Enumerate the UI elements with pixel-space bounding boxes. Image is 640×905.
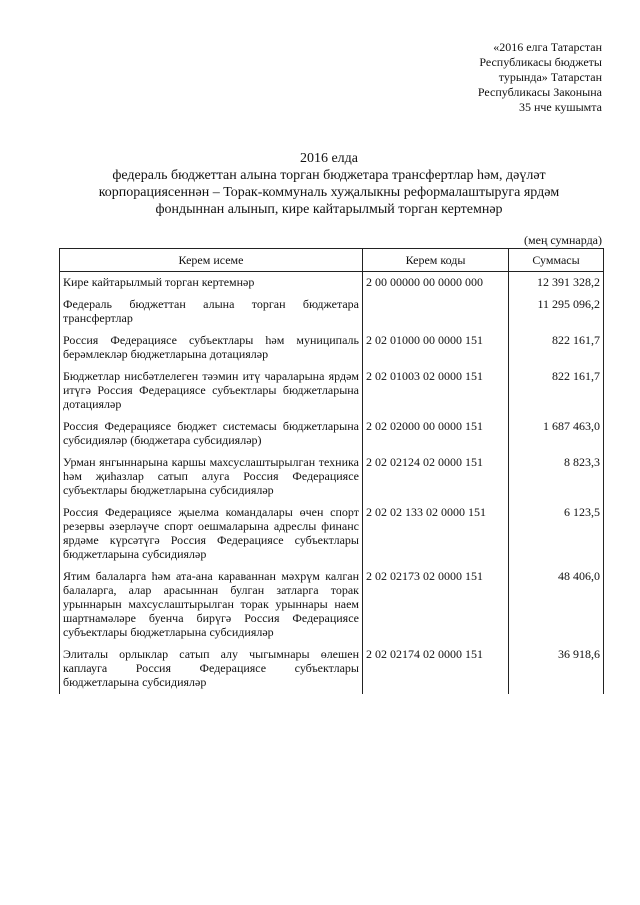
- row-amount: 822 161,7: [509, 330, 604, 366]
- annex-note-line: Республикасы бюджеты: [479, 55, 602, 69]
- row-code: 2 02 02124 02 0000 151: [363, 452, 509, 502]
- title-line: федераль бюджеттан алына торган бюджетара трансфертлар һәм, дәүләт: [112, 168, 546, 183]
- table-row: [60, 416, 604, 452]
- table-row: [60, 452, 604, 502]
- annex-note-line: Республикасы Законына: [477, 85, 602, 99]
- title-line: корпорациясеннән – Торак-коммуналь хуҗалыкны реформалаштыруга ярдәм: [98, 185, 560, 200]
- row-code: 2 02 02174 02 0000 151: [363, 644, 509, 694]
- row-amount: 12 391 328,2: [509, 272, 604, 295]
- row-amount: 822 161,7: [509, 366, 604, 416]
- annex-note: [432, 40, 602, 115]
- table-row: [60, 366, 604, 416]
- row-amount: 6 123,5: [509, 502, 604, 566]
- title-line: 2016 елда: [299, 151, 359, 166]
- row-code: 2 00 00000 00 0000 000: [363, 272, 509, 295]
- annex-note-line: «2016 елга Татарстан: [493, 40, 602, 54]
- table-row: [60, 330, 604, 366]
- row-code: 2 02 02173 02 0000 151: [363, 566, 509, 644]
- table-row: [60, 272, 604, 295]
- column-header-amount: Суммасы: [509, 249, 604, 272]
- row-code: 2 02 02 133 02 0000 151: [363, 502, 509, 566]
- row-name: Урман янгыннарына каршы махсуслаштырылган техника һәм җиһазлар сатып алуга Россия Федерациясе субъектлары бюджетларына субсидияләр: [60, 452, 363, 502]
- annex-note-line: турында» Татарстан: [498, 70, 602, 84]
- column-header-code: Керем коды: [363, 249, 509, 272]
- revenue-table: [59, 248, 604, 694]
- row-amount: 36 918,6: [509, 644, 604, 694]
- row-amount: 11 295 096,2: [509, 294, 604, 330]
- table-row: [60, 294, 604, 330]
- units-label: (мең сумнарда): [524, 233, 602, 247]
- document-title: [40, 150, 618, 218]
- table-row: [60, 644, 604, 694]
- row-name: Россия Федерациясе җыелма командалары өчен спорт резервы әзерләүче спорт оешмаларына адреслы финанс ярдәме күрсәтүгә Россия Федерациясе субъектлары бюджетларына субсидияләр: [60, 502, 363, 566]
- row-code: [363, 294, 509, 330]
- annex-note-line: 35 нче кушымта: [518, 100, 602, 114]
- row-name: Кире кайтарылмый торган кертемнәр: [60, 272, 363, 295]
- row-amount: 8 823,3: [509, 452, 604, 502]
- column-header-name: Керем исеме: [60, 249, 363, 272]
- row-name: Россия Федерациясе субъектлары һәм муниципаль берәмлекләр бюджетларына дотацияләр: [60, 330, 363, 366]
- row-code: 2 02 01003 02 0000 151: [363, 366, 509, 416]
- row-name: Россия Федерациясе бюджет системасы бюджетларына субсидияләр (бюджетара субсидияләр): [60, 416, 363, 452]
- row-code: 2 02 01000 00 0000 151: [363, 330, 509, 366]
- title-line: фондыннан алынып, кире кайтарылмый торган кертемнәр: [155, 202, 503, 217]
- row-name: Федераль бюджеттан алына торган бюджетара трансфертлар: [60, 294, 363, 330]
- row-amount: 1 687 463,0: [509, 416, 604, 452]
- table-row: [60, 502, 604, 566]
- row-amount: 48 406,0: [509, 566, 604, 644]
- row-name: Бюджетлар нисбәтлелеген тәэмин итү чараларына ярдәм итүгә Россия Федерациясе субъектлары бюджетларына дотацияләр: [60, 366, 363, 416]
- row-code: 2 02 02000 00 0000 151: [363, 416, 509, 452]
- row-name: Элиталы орлыклар сатып алу чыгымнары өлешен каплауга Россия Федерациясе субъектлары бюджетларына субсидияләр: [60, 644, 363, 694]
- table-row: [60, 566, 604, 644]
- row-name: Ятим балаларга һәм ата-ана караваннан мәхрүм калган балаларга, алар арасыннан булган затларга торак урыннарын махсуслаштырылган торак урыннары наем шартнамәләре буенча бирүгә Россия Федерациясе субъектлары бюджетларына субсидияләр: [60, 566, 363, 644]
- table-header-row: [60, 249, 604, 272]
